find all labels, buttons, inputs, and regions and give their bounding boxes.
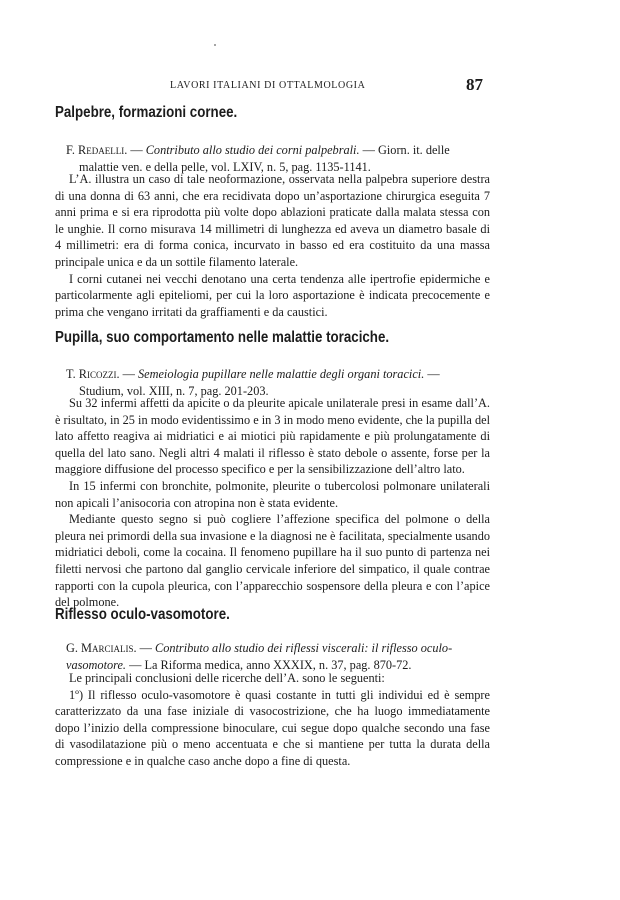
paragraph: In 15 infermi con bronchite, polmonite, pleurite o tubercolosi polmonare unilaterali non apicali l’anisocoria con atropina non è stata evidente.: [55, 478, 490, 510]
section-heading-riflesso: Riflesso oculo-vasomotore.: [55, 606, 230, 623]
section-body-palpebre: [55, 171, 490, 320]
citation-line-2: Studium, vol. XIII, n. 7, pag. 201-203.: [79, 383, 269, 398]
section-heading-palpebre: Palpebre, formazioni cornee.: [55, 104, 238, 121]
citation-dash: —: [136, 641, 155, 655]
citation-marcialis: [66, 640, 490, 673]
citation-source: —: [424, 367, 440, 381]
section-heading-pupilla: Pupilla, suo comportamento nelle malattie toraciche.: [55, 329, 390, 346]
paragraph: Su 32 infermi affetti da apicite o da pleurite apicale unilaterale presi in esame dall’A. è risultato, in 25 in modo evidentissimo e in 3 in modo meno evidente, che la pupilla del lato affetto reagiva ai midriatici e ai miotici più rapidamente e più prolungatamente di quella del lato sano. Negli altri 4 malati il riflesso è stato debole o assente, forse per la maggiore diffusione del processo specifico e per la sensibilizzazione dell’altro lato.: [55, 396, 490, 477]
citation-author: G. Marcialis.: [66, 641, 137, 655]
page-number: 87: [466, 75, 483, 94]
numbered-conclusion: 1º) Il riflesso oculo-vasomotore è quasi costante in tutti gli individui ed è sempre caratterizzato da una fase iniziale di vasocostrizione, che ha luogo immediatamente dopo l’inizio della compressione binoculare, cui segue dopo qualche secondo una fase di vasodilatazione più o meno accentuata e che si mantiene per tutta la durata della compressione e in qualche caso anche dopo a fine di questa.: [55, 687, 490, 768]
citation-line-1: [66, 142, 490, 159]
running-header: LAVORI ITALIANI DI OTTALMOLOGIA: [170, 80, 366, 91]
citation-line-2: malattie ven. e della pelle, vol. LXIV, n. 5, pag. 1135-1141.: [79, 159, 371, 174]
citation-title: Contributo allo studio dei corni palpebrali.: [145, 143, 360, 157]
paragraph: Mediante questo segno si può cogliere l’affezione specifica del polmone o della pleura nei primordi della sua invasione e la diagnosi ne è facilitata, specialmente usando midriatici deboli, come la cocaina. Il fenomeno pupillare ha il suo punto di partenza nei filetti nervosi che partono dal ganglio cervicale inferiore del simpatico, il quale contrae rapporti con la cupola pleurica, con l’apparecchio sospensore della pleura e con l’apice del polmone.: [55, 512, 490, 610]
section-body-riflesso: [55, 670, 490, 770]
citation-dash: —: [127, 143, 146, 157]
citation-title: Semeiologia pupillare nelle malattie degli organi toracici.: [137, 367, 425, 381]
paragraph: I corni cutanei nei vecchi denotano una certa tendenza alle ipertrofie epidermiche e particolarmente agli epiteliomi, per cui la loro asportazione è indicata precocemente e prima che vengano irritati da graffiamenti e da caustici.: [55, 271, 490, 319]
paragraph: Le principali conclusioni delle ricerche dell’A. sono le seguenti:: [69, 671, 385, 685]
citation-source: — La Riforma medica, anno XXXIX, n. 37, pag. 870-72.: [126, 657, 412, 672]
citation-title: Contributo allo studio dei riflessi viscerali: il riflesso oculo-vasomotore.: [66, 641, 453, 672]
citation-dash: —: [119, 367, 138, 381]
citation-line-1: [66, 640, 490, 673]
paragraph: L’A. illustra un caso di tale neoformazione, osservata nella palpebra superiore destra di una donna di 63 anni, che era recidivata dopo un’asportazione chirurgica eseguita 7 anni prima e si era riprodotta più volte dopo ablazioni praticate dalla malata stessa con le unghie. Il corno misurava 14 millimetri di lunghezza ed aveva un diametro basale di 4 millimetri: era di forma conica, incurvato in basso ed era costituito da una massa principale unica e da un sottile filamento laterale.: [55, 172, 490, 269]
citation-author: T. Ricozzi.: [66, 367, 120, 381]
citation-line-1: [66, 366, 490, 383]
section-body-pupilla: [55, 395, 490, 611]
citation-author: F. Redaelli.: [66, 143, 128, 157]
print-speck: [214, 44, 216, 46]
citation-source: — Giorn. it. delle: [359, 143, 450, 157]
